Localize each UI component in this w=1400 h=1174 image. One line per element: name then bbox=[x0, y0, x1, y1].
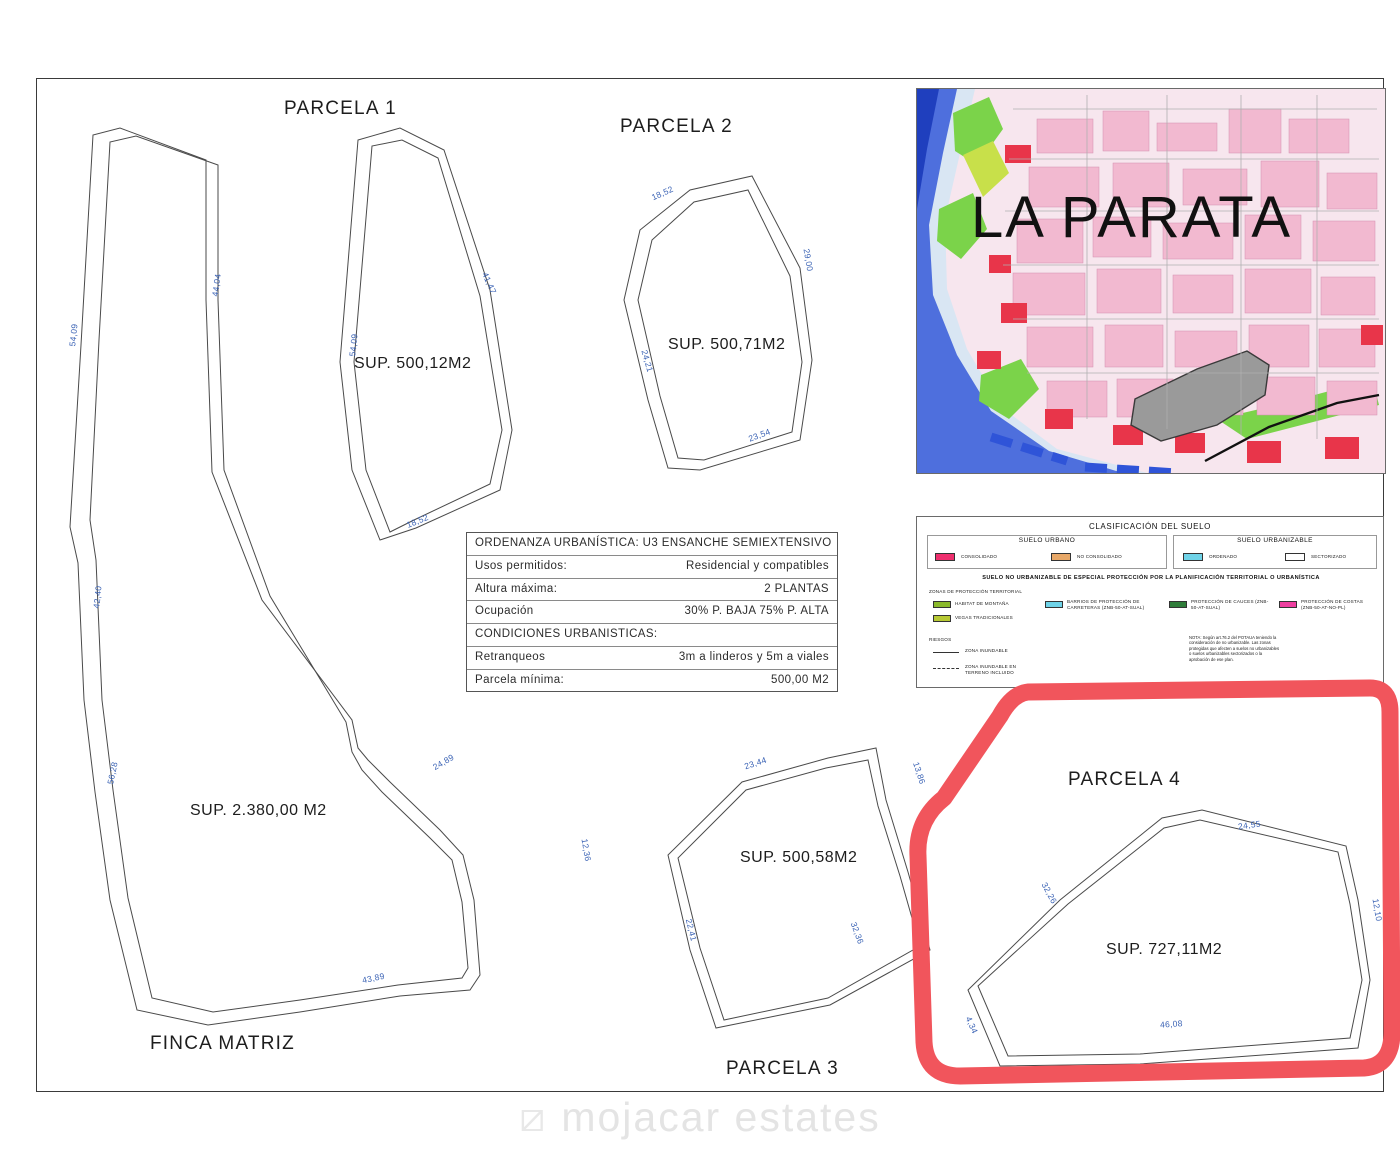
parcel-title-1: PARCELA 1 bbox=[284, 98, 397, 119]
highlight-annotation bbox=[900, 680, 1396, 1092]
ordinance-key: Usos permitidos: bbox=[475, 559, 568, 572]
watermark-text: mojacar estates bbox=[561, 1094, 881, 1140]
legend-subtitle-urbano: SUELO URBANO bbox=[1018, 537, 1076, 544]
legend-swatch bbox=[1045, 601, 1063, 608]
watermark-logo: ⧄ bbox=[519, 1094, 548, 1140]
dimension-label: 46,08 bbox=[1159, 1018, 1184, 1030]
legend-swatch bbox=[1285, 553, 1305, 561]
legend-label: PROTECCIÓN DE COSTAS (ZNB-50-AT-NO-PL) bbox=[1301, 599, 1364, 610]
legend-protected-title: SUELO NO URBANIZABLE DE ESPECIAL PROTECCIÓN POR LA PLANIFICACIÓN TERRITORIAL O URBANÍSTICA bbox=[982, 575, 1320, 581]
ordinance-header: ORDENANZA URBANÍSTICA: U3 ENSANCHE SEMIEXTENSIVO bbox=[475, 537, 832, 549]
ordinance-key: Retranqueos bbox=[475, 650, 546, 663]
legend-risks-title: RIESGOS bbox=[929, 637, 952, 642]
legend-label: NO CONSOLIDADO bbox=[1077, 554, 1122, 559]
legend-label: VEGAS TRADICIONALES bbox=[955, 615, 1013, 620]
dimension-label: 23,54 bbox=[746, 426, 772, 444]
dimension-label: 32,26 bbox=[1039, 880, 1060, 906]
ordinance-row bbox=[467, 601, 837, 624]
legend-label: ZONA INUNDABLE EN TERRENO INCLUIDO bbox=[965, 664, 1017, 675]
ordinance-key: Parcela mínima: bbox=[475, 673, 565, 686]
dimension-label: 41,47 bbox=[480, 270, 499, 296]
dimension-label: 18,52 bbox=[649, 183, 675, 203]
legend-label: HABITAT DE MONTAÑA bbox=[955, 601, 1009, 606]
ordinance-value: 30% P. BAJA 75% P. ALTA bbox=[684, 605, 829, 618]
dimension-label: 54,09 bbox=[67, 323, 80, 347]
dimension-label: 56,28 bbox=[105, 760, 120, 786]
ordinance-row bbox=[467, 579, 837, 602]
legend-swatch bbox=[933, 615, 951, 622]
dimension-label: 18,52 bbox=[404, 512, 430, 530]
legend-title: CLASIFICACIÓN DEL SUELO bbox=[1089, 522, 1211, 531]
dimension-label: 24,21 bbox=[639, 348, 656, 374]
soil-classification-legend bbox=[916, 516, 1384, 688]
parcel-area-4: SUP. 727,11M2 bbox=[1106, 941, 1223, 958]
ordinance-key: Altura máxima: bbox=[475, 582, 558, 595]
legend-protected-subtitle: ZONAS DE PROTECCIÓN TERRITORIAL bbox=[929, 589, 1023, 594]
ordinance-value: 2 PLANTAS bbox=[764, 582, 829, 595]
dimension-label: 54,09 bbox=[347, 333, 360, 357]
legend-note: NOTA: Según art.76.2 del POTAUA teniendo la consideración de no urbanizable. Las zonas protegidas que afecten a suelos no urbanizables o suelos urbanizables sectorizados o la aprobación de ese plan. bbox=[1189, 635, 1280, 662]
parcel-area-2: SUP. 500,71M2 bbox=[668, 336, 786, 353]
ordinance-header-row bbox=[467, 533, 837, 556]
ordinance-value: 3m a linderos y 5m a viales bbox=[678, 650, 829, 663]
parcel-area-1: SUP. 500,12M2 bbox=[354, 355, 472, 372]
parcel-title-finca-matriz: FINCA MATRIZ bbox=[150, 1033, 295, 1054]
ordinance-row bbox=[467, 647, 837, 670]
dimension-label: 32,36 bbox=[848, 920, 866, 946]
dimension-label: 12,10 bbox=[1370, 897, 1385, 923]
legend-label: CONSOLIDADO bbox=[961, 554, 998, 559]
ordinance-row bbox=[467, 624, 837, 647]
legend-label: SECTORIZADO bbox=[1311, 554, 1347, 559]
dimension-label: 42,40 bbox=[91, 585, 104, 609]
dimension-label: 24,55 bbox=[1237, 818, 1262, 832]
ordinance-key: CONDICIONES URBANISTICAS: bbox=[475, 628, 658, 641]
legend-label: ZONA INUNDABLE bbox=[965, 648, 1008, 653]
parcel-title-2: PARCELA 2 bbox=[620, 116, 733, 137]
legend-subtitle-urbanizable: SUELO URBANIZABLE bbox=[1237, 537, 1313, 544]
dimension-label: 43,89 bbox=[361, 970, 386, 986]
dimension-label: 4,34 bbox=[963, 1014, 981, 1036]
legend-line-solid bbox=[933, 652, 959, 653]
legend-swatch bbox=[1169, 601, 1187, 608]
dimension-label: 23,44 bbox=[743, 754, 768, 772]
dimension-label: 24,89 bbox=[431, 751, 456, 773]
legend-label: PROTECCIÓN DE CAUCES (ZNB-50-AT-SUAL) bbox=[1191, 599, 1269, 610]
dimension-label: 22,41 bbox=[683, 917, 699, 943]
ordinance-value: 500,00 M2 bbox=[771, 673, 829, 686]
parcel-area-3: SUP. 500,58M2 bbox=[740, 849, 858, 866]
map-title: LA PARATA bbox=[971, 185, 1292, 250]
dimension-label: 44,04 bbox=[209, 273, 223, 297]
parcel-title-3: PARCELA 3 bbox=[726, 1058, 839, 1079]
location-map bbox=[916, 88, 1386, 474]
legend-swatch bbox=[1051, 553, 1071, 561]
watermark bbox=[0, 1094, 1400, 1142]
ordinance-key: Ocupación bbox=[475, 605, 534, 618]
legend-swatch bbox=[1279, 601, 1297, 608]
legend-swatch bbox=[1183, 553, 1203, 561]
dimension-label: 29,00 bbox=[801, 247, 816, 273]
ordinance-value: Residencial y compatibles bbox=[686, 559, 829, 572]
legend-swatch bbox=[933, 601, 951, 608]
parcel-title-4: PARCELA 4 bbox=[1068, 769, 1181, 790]
legend-label: BARRIOS DE PROTECCIÓN DE CARRETERAS (ZNB-50-AT-SUAL) bbox=[1067, 599, 1145, 610]
ordinance-table bbox=[466, 532, 838, 692]
parcel-area-finca-matriz: SUP. 2.380,00 M2 bbox=[190, 802, 327, 819]
ordinance-row bbox=[467, 556, 837, 579]
map-graphic bbox=[917, 89, 1385, 473]
dimension-label: 12,36 bbox=[579, 837, 594, 863]
ordinance-row bbox=[467, 670, 837, 693]
legend-line-dashed bbox=[933, 668, 959, 669]
legend-label: ORDENADO bbox=[1209, 554, 1238, 559]
legend-swatch bbox=[935, 553, 955, 561]
dimension-label: 13,86 bbox=[911, 760, 928, 786]
